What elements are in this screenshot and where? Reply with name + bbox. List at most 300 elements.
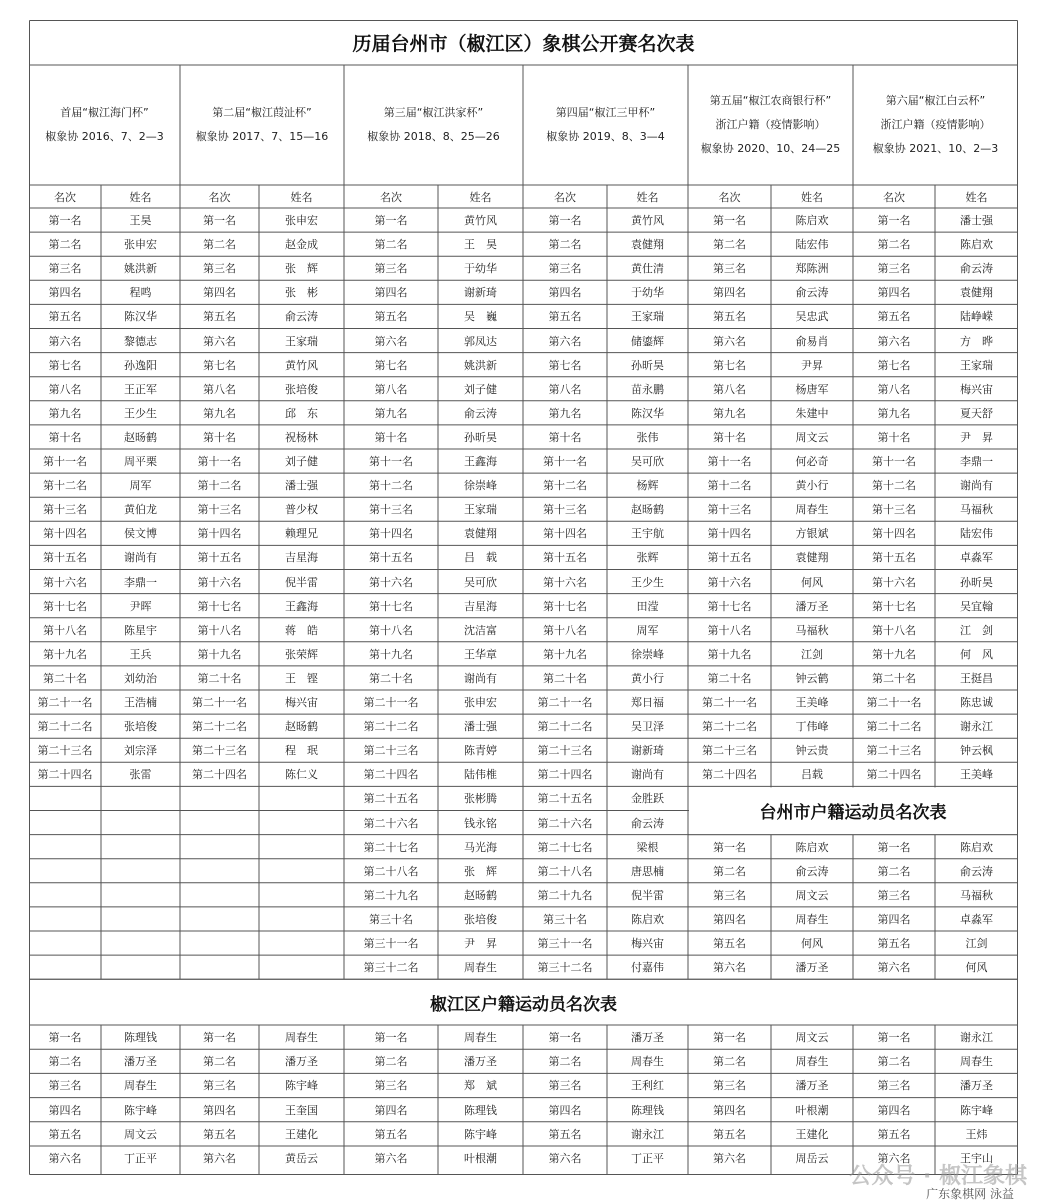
jiaojiang-name-cell: 叶根潮 (464, 1152, 497, 1166)
taizhou-name-cell: 周文云 (795, 888, 829, 902)
rank-cell: 第二十五名 (363, 792, 419, 806)
name-cell: 吴可欣 (464, 575, 497, 589)
name-cell: 刘宗泽 (124, 744, 157, 758)
jiaojiang-name-cell: 周春生 (960, 1055, 993, 1069)
jiaojiang-name-cell: 周春生 (285, 1031, 318, 1045)
jiaojiang-name-cell: 谢永江 (960, 1031, 993, 1045)
name-cell: 袁健翔 (795, 551, 829, 565)
rank-cell: 第十五名 (43, 551, 87, 565)
group-info: 椒象协 2018、8、25—26 (367, 130, 500, 143)
rank-cell: 第二十七名 (537, 840, 593, 854)
rank-cell: 第七名 (713, 358, 746, 372)
name-col-header: 姓名 (965, 190, 988, 204)
group-name: 第四届“椒江三甲杯” (555, 106, 656, 119)
rank-cell: 第十九名 (369, 647, 413, 661)
name-col-header: 姓名 (290, 190, 313, 204)
group-header-2 (180, 65, 344, 185)
rank-cell: 第十名 (877, 430, 911, 444)
jiaojiang-rank-cell: 第五名 (48, 1127, 82, 1141)
rank-cell: 第九名 (374, 406, 408, 420)
rank-cell: 第十六名 (197, 575, 242, 589)
name-cell: 夏天舒 (960, 406, 993, 420)
taizhou-rank-cell: 第六名 (713, 961, 746, 975)
rank-cell: 第十七名 (707, 599, 752, 613)
taizhou-name-cell: 马福秋 (960, 888, 993, 902)
jiaojiang-name-cell: 陈理钱 (124, 1031, 157, 1045)
name-cell: 丁伟峰 (795, 720, 829, 734)
name-cell: 吕载 (801, 768, 823, 782)
rank-cell: 第三名 (374, 262, 408, 276)
rank-cell: 第十九名 (197, 647, 242, 661)
group-info: 浙江户籍（疫情影响） (715, 118, 826, 131)
jiaojiang-rank-cell: 第一名 (548, 1031, 582, 1045)
name-cell: 张培俊 (285, 382, 318, 396)
jiaojiang-rank-cell: 第一名 (48, 1031, 82, 1045)
rank-cell: 第七名 (374, 358, 408, 372)
jiaojiang-name-cell: 叶根潮 (795, 1103, 829, 1117)
rank-cell: 第十七名 (197, 599, 242, 613)
name-cell: 唐思楠 (631, 864, 664, 878)
group-info: 椒象协 2020、10、24—25 (700, 142, 841, 155)
name-cell: 尹晖 (129, 599, 152, 613)
watermark-sub: 广东象棋网 泳益 (926, 1187, 1014, 1201)
rank-cell: 第八名 (877, 382, 911, 396)
rank-cell: 第十二名 (43, 479, 87, 493)
jiaojiang-name-cell: 潘万圣 (631, 1031, 664, 1045)
rank-cell: 第二十二名 (363, 720, 419, 734)
rank-cell: 第十九名 (43, 647, 87, 661)
jiaojiang-name-cell: 陈理钱 (631, 1103, 664, 1117)
name-cell: 尹 昇 (960, 430, 993, 444)
rank-cell: 第十六名 (543, 575, 587, 589)
rank-cell: 第九名 (877, 406, 911, 420)
name-cell: 孙昕昊 (631, 358, 664, 372)
rank-cell: 第二十二名 (192, 720, 247, 734)
rank-cell: 第十五名 (369, 551, 413, 565)
rank-cell: 第十四名 (197, 527, 242, 541)
group-name: 首届“椒江海门杯” (60, 106, 149, 119)
name-cell: 杨辉 (636, 479, 659, 493)
rank-cell: 第三十名 (369, 912, 413, 926)
jiaojiang-rank-cell: 第三名 (548, 1079, 582, 1093)
jiaojiang-rank-cell: 第二名 (548, 1055, 582, 1069)
name-cell: 何必奇 (795, 455, 829, 469)
name-cell: 吴忠武 (795, 310, 829, 324)
rank-cell: 第二十一名 (702, 696, 757, 710)
rank-cell: 第三名 (713, 262, 746, 276)
name-cell: 潘士强 (285, 479, 318, 493)
name-cell: 何风 (801, 575, 823, 589)
group-info: 椒象协 2016、7、2—3 (45, 130, 164, 143)
jiaojiang-rank-cell: 第三名 (48, 1079, 82, 1093)
name-cell: 张申宏 (124, 238, 157, 252)
name-cell: 周军 (129, 479, 152, 493)
name-cell: 赖理兄 (285, 527, 318, 541)
jiaojiang-rank-cell: 第三名 (203, 1079, 236, 1093)
name-cell: 马福秋 (795, 623, 829, 637)
rank-cell: 第十四名 (369, 527, 413, 541)
jiaojiang-rank-cell: 第六名 (48, 1152, 82, 1166)
name-cell: 钟云鹤 (795, 671, 829, 685)
rank-cell: 第十七名 (43, 599, 87, 613)
name-cell: 张 彬 (285, 286, 318, 300)
jiaojiang-rank-cell: 第二名 (374, 1055, 408, 1069)
name-cell: 梅兴宙 (960, 382, 993, 396)
rank-cell: 第十四名 (543, 527, 587, 541)
name-cell: 赵旸鹤 (285, 720, 318, 734)
name-cell: 张培俊 (124, 720, 157, 734)
rank-cell: 第十三名 (43, 503, 87, 517)
name-cell: 孙逸阳 (124, 358, 157, 372)
taizhou-name-cell: 俞云涛 (795, 864, 829, 878)
taizhou-name-cell: 俞云涛 (960, 864, 993, 878)
watermark: 公众号 · 椒江象棋 (849, 1164, 1027, 1189)
name-cell: 王浩楠 (124, 696, 157, 710)
name-col-header: 姓名 (801, 190, 823, 204)
name-cell: 俞易肖 (795, 334, 829, 348)
rank-cell: 第十名 (374, 430, 408, 444)
rank-col-header: 名次 (554, 190, 576, 204)
rank-cell: 第二十三名 (363, 744, 419, 758)
rank-cell: 第十三名 (197, 503, 242, 517)
name-cell: 普少权 (285, 503, 318, 517)
name-cell: 郑陈洲 (795, 262, 829, 276)
jiaojiang-name-cell: 王炜 (965, 1127, 988, 1141)
taizhou-name-cell: 潘万圣 (795, 961, 829, 975)
name-cell: 袁健翔 (631, 238, 664, 252)
jiaojiang-rank-cell: 第五名 (548, 1127, 582, 1141)
rank-cell: 第二十四名 (192, 768, 247, 782)
name-cell: 张 辉 (464, 864, 497, 878)
rank-cell: 第二十四名 (866, 768, 922, 782)
taizhou-name-cell: 陈启欢 (795, 840, 829, 854)
rank-cell: 第九名 (713, 406, 746, 420)
rank-cell: 第二十名 (707, 671, 752, 685)
rank-cell: 第二十一名 (363, 696, 419, 710)
main-title: 历届台州市（椒江区）象棋公开赛名次表 (352, 33, 695, 55)
group-header-4 (523, 65, 688, 185)
rank-cell: 第二十三名 (702, 744, 757, 758)
name-cell: 王家瑞 (960, 358, 993, 372)
name-cell: 储鎏辉 (631, 334, 664, 348)
name-cell: 马光海 (464, 840, 497, 854)
rank-cell: 第二十二名 (866, 720, 922, 734)
rank-cell: 第十名 (203, 430, 236, 444)
name-cell: 吴宜翰 (960, 599, 993, 613)
rank-cell: 第三十二名 (537, 961, 593, 975)
name-cell: 田滢 (636, 599, 659, 613)
name-cell: 江剑 (801, 647, 823, 661)
rank-col-header: 名次 (208, 190, 231, 204)
name-cell: 王挺昌 (960, 671, 993, 685)
rank-cell: 第七名 (203, 358, 236, 372)
jiaojiang-rank-cell: 第一名 (374, 1031, 408, 1045)
name-cell: 陈启欢 (960, 238, 993, 252)
name-cell: 李鼎一 (124, 575, 157, 589)
name-cell: 卓淼军 (960, 551, 993, 565)
rank-cell: 第三十二名 (363, 961, 419, 975)
rank-cell: 第十五名 (543, 551, 587, 565)
taizhou-rank-cell: 第一名 (877, 840, 911, 854)
rank-cell: 第二十一名 (537, 696, 593, 710)
rank-cell: 第二十名 (369, 671, 413, 685)
name-cell: 江 剑 (960, 623, 993, 637)
jiaojiang-rank-cell: 第三名 (877, 1079, 911, 1093)
jiaojiang-rank-cell: 第一名 (877, 1031, 911, 1045)
rank-cell: 第十三名 (872, 503, 916, 517)
rank-cell: 第十九名 (872, 647, 916, 661)
jiaojiang-name-cell: 郑 斌 (464, 1079, 497, 1093)
jiaojiang-name-cell: 陈理钱 (464, 1103, 497, 1117)
jiaojiang-name-cell: 潘万圣 (464, 1055, 497, 1069)
rank-cell: 第六名 (374, 334, 408, 348)
name-cell: 谢尚有 (124, 551, 157, 565)
rank-cell: 第三十一名 (537, 937, 593, 951)
jiaojiang-rank-cell: 第五名 (877, 1127, 911, 1141)
rank-cell: 第十八名 (369, 623, 413, 637)
rank-cell: 第六名 (48, 334, 82, 348)
name-cell: 王 昊 (464, 238, 497, 252)
name-cell: 钟云贵 (795, 744, 829, 758)
jiaojiang-name-cell: 周春生 (795, 1055, 829, 1069)
rank-cell: 第十六名 (369, 575, 413, 589)
rank-cell: 第四名 (877, 286, 911, 300)
name-cell: 谢新琦 (464, 286, 497, 300)
jiaojiang-rank-cell: 第六名 (374, 1152, 408, 1166)
results-document (29, 20, 1018, 1175)
name-cell: 张辉 (636, 551, 659, 565)
rank-cell: 第十八名 (197, 623, 242, 637)
group-header-6 (853, 65, 1018, 185)
name-cell: 王美峰 (795, 696, 829, 710)
name-cell: 张彬腾 (464, 792, 497, 806)
jiaojiang-name-cell: 陈宇峰 (464, 1127, 497, 1141)
name-cell: 赵旸鹤 (124, 430, 157, 444)
group-name: 第三届“椒江洪家杯” (383, 106, 484, 119)
rank-cell: 第十一名 (43, 455, 87, 469)
rank-cell: 第一名 (374, 214, 408, 228)
rank-cell: 第十四名 (872, 527, 916, 541)
jiaojiang-name-cell: 王建化 (285, 1127, 318, 1141)
rank-cell: 第十一名 (707, 455, 752, 469)
taizhou-rank-cell: 第三名 (713, 888, 746, 902)
rank-cell: 第九名 (203, 406, 236, 420)
group-info: 椒象协 2017、7、15—16 (195, 130, 329, 143)
jiaojiang-rank-cell: 第六名 (713, 1152, 746, 1166)
jiaojiang-name-cell: 王宇山 (960, 1152, 993, 1166)
name-cell: 王正军 (124, 382, 157, 396)
name-cell: 陈汉华 (124, 310, 157, 324)
name-cell: 王美峰 (960, 768, 993, 782)
group-header-1 (29, 65, 180, 185)
name-cell: 黄伯龙 (124, 503, 157, 517)
name-cell: 钱永铭 (464, 816, 497, 830)
taizhou-name-cell: 陈启欢 (960, 840, 993, 854)
name-cell: 付嘉伟 (631, 961, 664, 975)
group-info: 椒象协 2021、10、2—3 (872, 142, 999, 155)
rank-cell: 第十七名 (543, 599, 587, 613)
name-cell: 潘士强 (464, 720, 497, 734)
rank-cell: 第十二名 (369, 479, 413, 493)
jiaojiang-rank-cell: 第四名 (713, 1103, 746, 1117)
name-cell: 王少生 (631, 575, 664, 589)
name-cell: 俞云涛 (631, 816, 664, 830)
name-cell: 陆宏伟 (795, 238, 829, 252)
jiaojiang-rank-cell: 第二名 (48, 1055, 82, 1069)
name-cell: 郭凤达 (464, 334, 497, 348)
name-cell: 俞云涛 (960, 262, 993, 276)
name-cell: 朱建中 (795, 406, 829, 420)
name-cell: 潘万圣 (795, 599, 829, 613)
rank-cell: 第三名 (877, 262, 911, 276)
jiaojiang-rank-cell: 第三名 (713, 1079, 746, 1093)
name-cell: 谢尚有 (464, 671, 497, 685)
jiaojiang-rank-cell: 第三名 (374, 1079, 408, 1093)
rank-cell: 第三十名 (543, 912, 587, 926)
rank-cell: 第十九名 (707, 647, 752, 661)
name-cell: 周文云 (795, 430, 829, 444)
rank-cell: 第二十名 (197, 671, 242, 685)
name-cell: 吉星海 (285, 551, 318, 565)
name-cell: 赵旸鹤 (631, 503, 664, 517)
name-cell: 周春生 (795, 503, 829, 517)
name-cell: 王鑫海 (285, 599, 318, 613)
rank-cell: 第十一名 (872, 455, 916, 469)
group-info: 椒象协 2019、8、3—4 (546, 130, 665, 143)
name-cell: 陈忠诚 (960, 696, 993, 710)
taizhou-rank-cell: 第一名 (713, 840, 746, 854)
taizhou-rank-cell: 第五名 (877, 937, 911, 951)
rank-cell: 第二十名 (43, 671, 87, 685)
name-cell: 尹 昇 (464, 937, 497, 951)
name-cell: 王家瑞 (631, 310, 664, 324)
taizhou-rank-cell: 第二名 (713, 864, 746, 878)
name-cell: 俞云涛 (285, 310, 318, 324)
jiaojiang-rank-cell: 第四名 (203, 1103, 236, 1117)
rank-col-header: 名次 (883, 190, 905, 204)
rank-cell: 第一名 (548, 214, 582, 228)
name-cell: 何 风 (960, 647, 993, 661)
rank-cell: 第二十二名 (537, 720, 593, 734)
name-cell: 刘子健 (285, 455, 318, 469)
rank-col-header: 名次 (54, 190, 76, 204)
rank-cell: 第十四名 (707, 527, 752, 541)
rank-cell: 第二名 (203, 238, 236, 252)
name-cell: 周军 (636, 623, 659, 637)
name-cell: 张 辉 (285, 262, 318, 276)
rank-cell: 第十四名 (43, 527, 87, 541)
rank-cell: 第十八名 (872, 623, 916, 637)
rank-cell: 第十九名 (543, 647, 587, 661)
name-cell: 陆峥嵘 (960, 310, 993, 324)
rank-cell: 第二十八名 (363, 864, 419, 878)
rank-cell: 第二十九名 (363, 888, 419, 902)
name-cell: 谢尚有 (960, 479, 993, 493)
jiaojiang-name-cell: 王建化 (795, 1127, 829, 1141)
jiaojiang-rank-cell: 第六名 (877, 1152, 911, 1166)
jiaojiang-name-cell: 周春生 (124, 1079, 157, 1093)
rank-cell: 第八名 (374, 382, 408, 396)
jiaojiang-name-cell: 潘万圣 (795, 1079, 829, 1093)
name-cell: 赵金成 (285, 238, 318, 252)
taizhou-name-cell: 周春生 (795, 912, 829, 926)
taizhou-rank-cell: 第四名 (877, 912, 911, 926)
name-cell: 方 晔 (960, 334, 993, 348)
taizhou-name-cell: 何风 (965, 961, 988, 975)
taizhou-name-cell: 何风 (801, 937, 823, 951)
name-cell: 俞云涛 (464, 406, 497, 420)
name-cell: 陈星宇 (124, 623, 157, 637)
taizhou-name-cell: 江剑 (965, 937, 988, 951)
rank-cell: 第二十六名 (537, 816, 593, 830)
name-cell: 张申宏 (285, 214, 318, 228)
name-cell: 陈启欢 (795, 214, 829, 228)
jiaojiang-rank-cell: 第二名 (877, 1055, 911, 1069)
rank-cell: 第二十六名 (363, 816, 419, 830)
rank-cell: 第十二名 (707, 479, 752, 493)
rank-cell: 第八名 (48, 382, 82, 396)
name-cell: 黄竹风 (631, 214, 664, 228)
name-cell: 徐崇峰 (631, 647, 664, 661)
rank-cell: 第十六名 (707, 575, 752, 589)
name-cell: 陆宏伟 (960, 527, 993, 541)
name-cell: 谢永江 (960, 720, 993, 734)
rank-cell: 第十六名 (872, 575, 916, 589)
name-cell: 吴可欣 (631, 455, 664, 469)
rank-cell: 第九名 (548, 406, 582, 420)
group-header-3 (344, 65, 523, 185)
name-cell: 张雷 (129, 768, 152, 782)
rank-cell: 第二十二名 (37, 720, 93, 734)
name-cell: 袁健翔 (464, 527, 497, 541)
name-col-header: 姓名 (636, 190, 659, 204)
name-cell: 王 铿 (285, 671, 318, 685)
name-cell: 谢新琦 (631, 744, 664, 758)
rank-cell: 第四名 (203, 286, 236, 300)
name-cell: 黄竹风 (285, 358, 318, 372)
rank-cell: 第十三名 (543, 503, 587, 517)
group-header-5 (688, 65, 853, 185)
jiaojiang-name-cell: 陈宇峰 (285, 1079, 318, 1093)
rank-cell: 第四名 (374, 286, 408, 300)
rank-cell: 第七名 (877, 358, 911, 372)
name-cell: 黄仕清 (631, 262, 664, 276)
rank-cell: 第二名 (48, 238, 82, 252)
name-cell: 吴卫泽 (631, 720, 664, 734)
name-cell: 刘子健 (464, 382, 497, 396)
rank-cell: 第二名 (877, 238, 911, 252)
jiaojiang-name-cell: 周岳云 (795, 1152, 829, 1166)
name-cell: 袁健翔 (960, 286, 993, 300)
name-cell: 徐崇峰 (464, 479, 497, 493)
rank-cell: 第三十一名 (363, 937, 419, 951)
rank-cell: 第十一名 (369, 455, 413, 469)
jiaojiang-name-cell: 周春生 (464, 1031, 497, 1045)
name-cell: 吉星海 (464, 599, 497, 613)
rank-cell: 第十一名 (197, 455, 242, 469)
rank-cell: 第七名 (548, 358, 582, 372)
rank-cell: 第十名 (548, 430, 582, 444)
name-cell: 黎德志 (124, 334, 157, 348)
rank-cell: 第十八名 (43, 623, 87, 637)
name-cell: 沈洁富 (464, 623, 497, 637)
rank-cell: 第二十五名 (537, 792, 593, 806)
name-cell: 王华章 (464, 647, 497, 661)
taizhou-rank-cell: 第六名 (877, 961, 911, 975)
jiaojiang-rank-cell: 第四名 (374, 1103, 408, 1117)
rank-cell: 第十二名 (872, 479, 916, 493)
rank-cell: 第五名 (548, 310, 582, 324)
